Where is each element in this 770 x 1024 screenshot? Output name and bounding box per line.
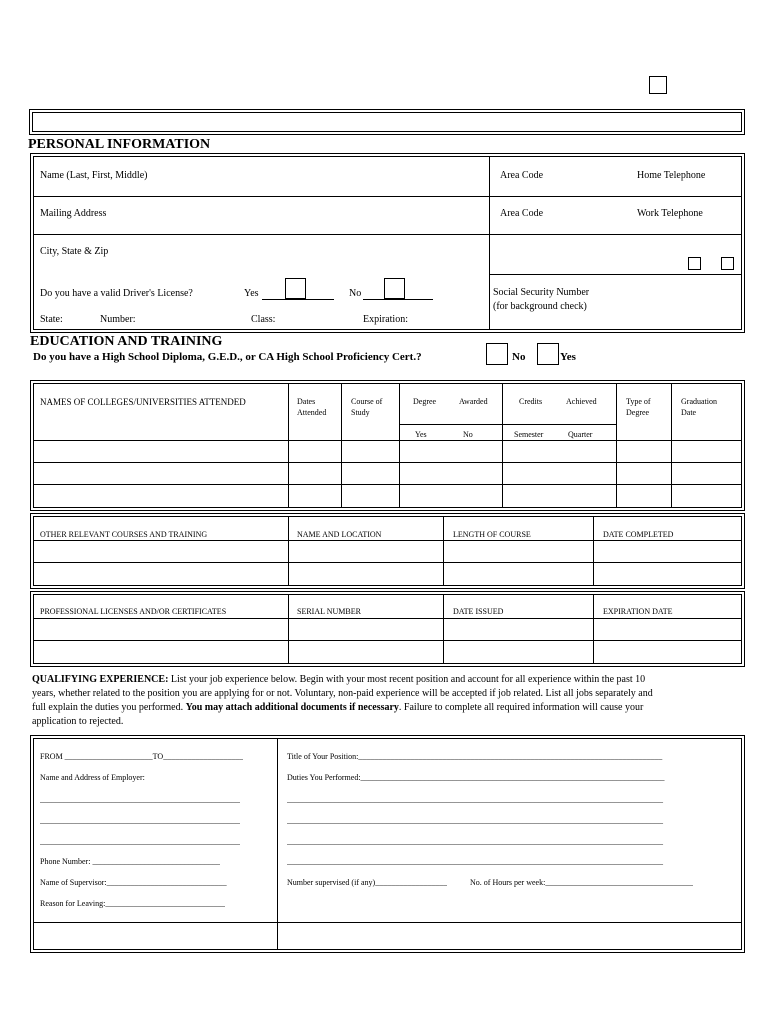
dates-col-header-2: Attended: [297, 408, 327, 417]
course-col-header-1: Course of: [351, 397, 383, 406]
from-to-field[interactable]: FROM ______________________TO____________________: [40, 752, 244, 761]
checkbox-1[interactable]: [688, 257, 701, 270]
graduation-col-header-2: Date: [681, 408, 697, 417]
duties-line-3[interactable]: ______________________________________________________________________________________________: [287, 837, 663, 846]
sub-yes: Yes: [415, 430, 427, 439]
license-yes-label: Yes: [244, 288, 259, 299]
city-state-zip-label: City, State & Zip: [40, 246, 109, 257]
licenses-table: [30, 591, 745, 667]
diploma-no-checkbox[interactable]: [486, 343, 508, 365]
work-telephone-label: Work Telephone: [637, 208, 703, 219]
sub-semester: Semester: [514, 430, 544, 439]
reason-field[interactable]: Reason for Leaving:______________________________: [40, 899, 226, 908]
phone-field[interactable]: Phone Number: ________________________________: [40, 857, 221, 866]
license-yes-checkbox[interactable]: [285, 278, 306, 299]
license-no-label: No: [349, 288, 362, 299]
personal-heading: PERSONAL INFORMATION: [28, 137, 211, 152]
ssn-label: Social Security Number: [493, 287, 590, 298]
licenses-col-1: PROFESSIONAL LICENSES AND/OR CERTIFICATES: [40, 607, 227, 616]
license-question: Do you have a valid Driver's License?: [40, 288, 193, 299]
area-code-work-label: Area Code: [500, 208, 544, 219]
diploma-no-label: No: [512, 351, 526, 363]
employer-label: Name and Address of Employer:: [40, 773, 145, 782]
class-label: Class:: [251, 314, 276, 325]
graduation-col-header-1: Graduation: [681, 397, 717, 406]
courses-table: [30, 513, 745, 589]
courses-col-3: LENGTH OF COURSE: [453, 530, 531, 539]
employer-line-3[interactable]: __________________________________________________: [40, 837, 240, 846]
courses-col-4: DATE COMPLETED: [603, 530, 674, 539]
education-heading: EDUCATION AND TRAINING: [30, 334, 223, 349]
degree-col-header: Degree: [413, 397, 437, 406]
top-checkbox[interactable]: [649, 76, 667, 94]
header-bar: [29, 109, 745, 135]
licenses-col-3: DATE ISSUED: [453, 607, 504, 616]
diploma-yes-label: Yes: [560, 351, 576, 363]
experience-text-3b: You may attach additional documents if necessary: [185, 702, 399, 713]
colleges-col-header: NAMES OF COLLEGES/UNIVERSITIES ATTENDED: [40, 397, 246, 407]
ssn-sub-label: (for background check): [493, 301, 587, 312]
duties-line-1[interactable]: ______________________________________________________________________________________________: [287, 795, 663, 804]
experience-text-4: application to rejected.: [32, 716, 124, 727]
licenses-col-2: SERIAL NUMBER: [297, 607, 361, 616]
diploma-yes-checkbox[interactable]: [537, 343, 559, 365]
type-col-header-2: Degree: [626, 408, 650, 417]
number-supervised-field[interactable]: Number supervised (if any)__________________: [287, 878, 448, 887]
mailing-address-label: Mailing Address: [40, 208, 107, 219]
supervisor-field[interactable]: Name of Supervisor:______________________________: [40, 878, 227, 887]
experience-text-2: years, whether related to the position you are applying for or not. Voluntary, non-paid experience will be accepted if job related. List all jobs separately and: [32, 688, 653, 699]
experience-text-1: List your job experience below. Begin with your most recent position and account for all experience within the past 10: [168, 674, 646, 685]
expiration-label: Expiration:: [363, 314, 408, 325]
duties-field[interactable]: Duties You Performed:____________________________________________________________________________: [287, 773, 665, 782]
home-telephone-label: Home Telephone: [637, 170, 706, 181]
awarded-col-header: Awarded: [459, 397, 488, 406]
employer-line-1[interactable]: __________________________________________________: [40, 795, 240, 804]
experience-text-3c: . Failure to complete all required information will cause your: [398, 702, 644, 713]
sub-no: No: [463, 430, 473, 439]
number-label: Number:: [100, 314, 136, 325]
hours-per-week-field[interactable]: No. of Hours per week:_____________________________________: [470, 878, 694, 887]
licenses-col-4: EXPIRATION DATE: [603, 607, 673, 616]
title-field[interactable]: Title of Your Position:____________________________________________________________________________: [287, 752, 663, 761]
employer-line-2[interactable]: __________________________________________________: [40, 816, 240, 825]
checkbox-2[interactable]: [721, 257, 734, 270]
credits-col-header: Credits: [519, 397, 543, 406]
dates-col-header-1: Dates: [297, 397, 316, 406]
courses-col-2: NAME AND LOCATION: [297, 530, 382, 539]
experience-instructions: [32, 673, 744, 729]
diploma-question: Do you have a High School Diploma, G.E.D., or CA High School Proficiency Cert.?: [33, 351, 422, 363]
sub-quarter: Quarter: [568, 430, 593, 439]
duties-line-4[interactable]: ______________________________________________________________________________________________: [287, 857, 663, 866]
state-label: State:: [40, 314, 63, 325]
experience-lead: QUALIFYING EXPERIENCE:: [32, 674, 169, 685]
license-no-checkbox[interactable]: [384, 278, 405, 299]
courses-col-1: OTHER RELEVANT COURSES AND TRAINING: [40, 530, 208, 539]
type-col-header-1: Type of: [626, 397, 651, 406]
achieved-col-header: Achieved: [566, 397, 597, 406]
course-col-header-2: Study: [351, 408, 370, 417]
name-label: Name (Last, First, Middle): [40, 170, 148, 181]
duties-line-2[interactable]: ______________________________________________________________________________________________: [287, 816, 663, 825]
area-code-home-label: Area Code: [500, 170, 544, 181]
experience-text-3a: full explain the duties you performed.: [32, 702, 186, 713]
